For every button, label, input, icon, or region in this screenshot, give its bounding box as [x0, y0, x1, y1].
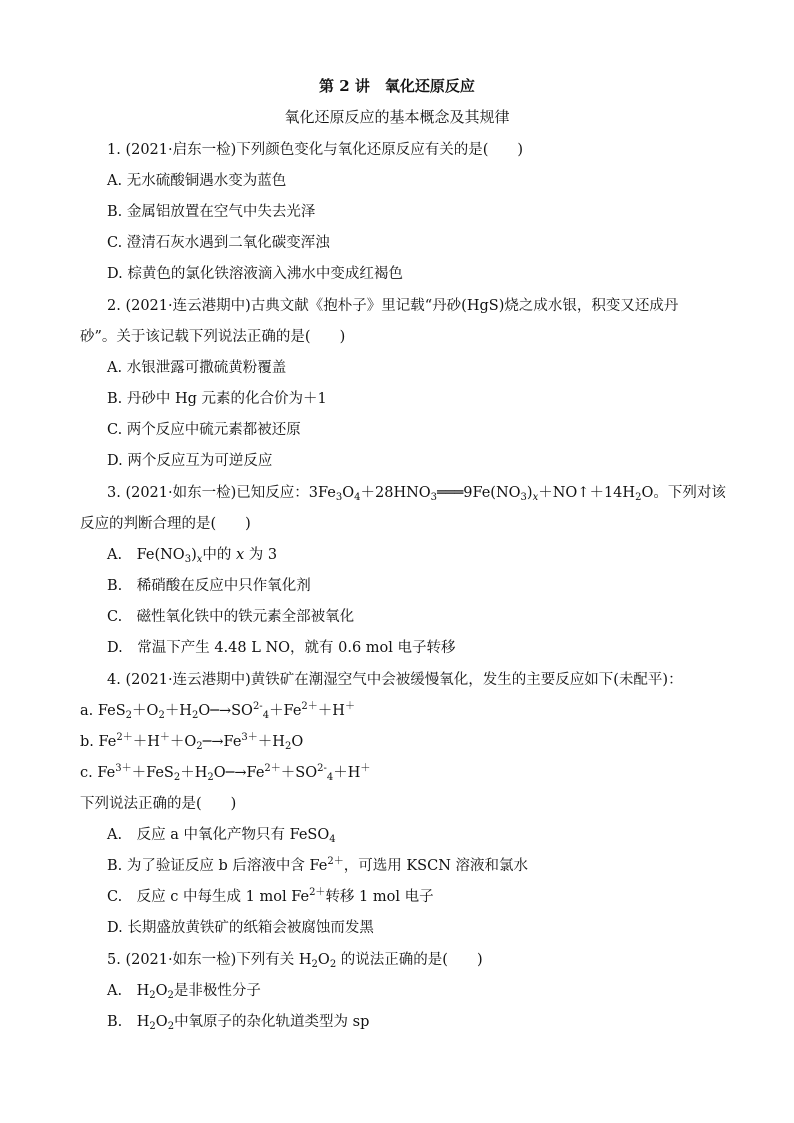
- q2-option-b: B. 丹砂中 Hg 元素的化合价为＋1: [107, 391, 327, 407]
- q4-equation-b-label: b.: [80, 734, 99, 750]
- q4-equation-b: b. $Fe^{2+}+H^++O_2─\to Fe^{3+}+H_2O$: [80, 732, 304, 752]
- q3-stem-suffix: 。下列对该: [653, 485, 726, 501]
- q2-option-a: A. 水银泄露可撒硫黄粉覆盖: [107, 360, 287, 376]
- q3-option-a-formula: $Fe(NO_3)_x$: [136, 547, 203, 565]
- q4-equation-c-label: c.: [80, 765, 98, 781]
- q1-option-c: C. 澄清石灰水遇到二氧化碳变浑浊: [107, 235, 330, 251]
- q3-option-d: D. 常温下产生 4.48 L NO，就有 0.6 mol 电子转移: [107, 640, 456, 656]
- q1-option-b: B. 金属铝放置在空气中失去光泽: [107, 204, 316, 220]
- q3-stem-line1: [107, 483, 726, 503]
- q4-option-a: A. 反应 a 中氧化产物只有 FeSO$_4$: [107, 827, 336, 845]
- q3-stem-prefix: 3. (2021·如东一检)已知反应：: [107, 485, 309, 501]
- q5-option-a-text: 是非极性分子: [173, 983, 261, 999]
- q4-option-c: C. 反应 c 中每生成 1 mol $Fe^{2+}$转移 1 mol 电子: [107, 887, 434, 905]
- q4-equation-c: c. $Fe^{3+}+FeS_2+H_2O─\to Fe^{2+}+SO^{2-}_4+H^+$: [80, 763, 371, 783]
- q5-stem-prefix: 5. (2021·如东一检)下列有关: [107, 952, 299, 968]
- q2-option-d: D. 两个反应互为可逆反应: [107, 453, 273, 469]
- q4-equation-a: a. $FeS_2+O_2+H_2O─\to SO^{2-}_4+Fe^{2+}+H^+$: [80, 701, 355, 721]
- page-title: 第 2 讲 氧化还原反应: [319, 77, 475, 95]
- q5-option-b: B. $H_2O_2$中氧原子的杂化轨道类型为 sp: [107, 1014, 370, 1032]
- q2-stem-line2: 砂”。关于该记载下列说法正确的是( ): [80, 329, 346, 345]
- q3-option-a-label: A.: [107, 547, 137, 563]
- q5-stem: 5. (2021·如东一检)下列有关 $H_2O_2$ 的说法正确的是( ): [107, 952, 483, 970]
- q4-stem: 4. (2021·连云港期中)黄铁矿在潮湿空气中会被缓慢氧化，发生的主要反应如下(未配平)：: [107, 672, 683, 688]
- q4-question: 下列说法正确的是( ): [80, 796, 237, 812]
- q5-option-b-label: B.: [107, 1014, 137, 1030]
- q1-stem: 1. (2021·启东一检)下列颜色变化与氧化还原反应有关的是( ): [107, 142, 524, 158]
- q4-option-b-text: B. 为了验证反应 b 后溶液中含: [107, 858, 310, 874]
- q5-option-a: A. $H_2O_2$是非极性分子: [107, 983, 261, 1001]
- q4-equation-a-label: a.: [80, 703, 98, 719]
- q3-option-b: B. 稀硝酸在反应中只作氧化剂: [107, 578, 311, 594]
- q4-option-a-text: A. 反应 a 中氧化产物只有: [107, 827, 290, 843]
- q1-option-d: D. 棕黄色的氯化铁溶液滴入沸水中变成红褐色: [107, 266, 403, 282]
- q4-option-d: D. 长期盛放黄铁矿的纸箱会被腐蚀而发黑: [107, 920, 374, 936]
- q3-option-a-var: x: [235, 547, 245, 563]
- q2-option-c: C. 两个反应中硫元素都被还原: [107, 422, 301, 438]
- q2-stem-line1: 2. (2021·连云港期中)古典文献《抱朴子》里记载“丹砂(HgS)烧之成水银，积变又还成丹: [107, 298, 679, 314]
- q3-stem-line2: 反应的判断合理的是( ): [80, 516, 251, 532]
- q4-option-b: B. 为了验证反应 b 后溶液中含 $Fe^{2+}$，可选用 KSCN 溶液和氯水: [107, 856, 528, 874]
- q3-option-a-end: 为 3: [244, 547, 278, 563]
- q5-stem-suffix: 的说法正确的是( ): [336, 952, 483, 968]
- q3-option-a-text: 中的: [202, 547, 236, 563]
- q5-option-a-label: A.: [107, 983, 137, 999]
- q4-option-c-suffix: 转移 1 mol 电子: [325, 889, 434, 905]
- q4-option-c-text: C. 反应 c 中每生成 1 mol: [107, 889, 292, 905]
- q3-option-c: C. 磁性氧化铁中的铁元素全部被氧化: [107, 609, 355, 625]
- q5-option-b-text: 中氧原子的杂化轨道类型为 sp: [174, 1014, 370, 1030]
- q3-equation: $3Fe_3O_4+28HNO_3═══9Fe(NO_3)_x+NO↑+14H_2O$: [308, 485, 654, 503]
- q3-option-a: [107, 545, 277, 565]
- q4-option-b-suffix: ，可选用 KSCN 溶液和氯水: [343, 858, 528, 874]
- q1-option-a: A. 无水硫酸铜遇水变为蓝色: [107, 173, 287, 189]
- section-subtitle: 氧化还原反应的基本概念及其规律: [284, 108, 510, 126]
